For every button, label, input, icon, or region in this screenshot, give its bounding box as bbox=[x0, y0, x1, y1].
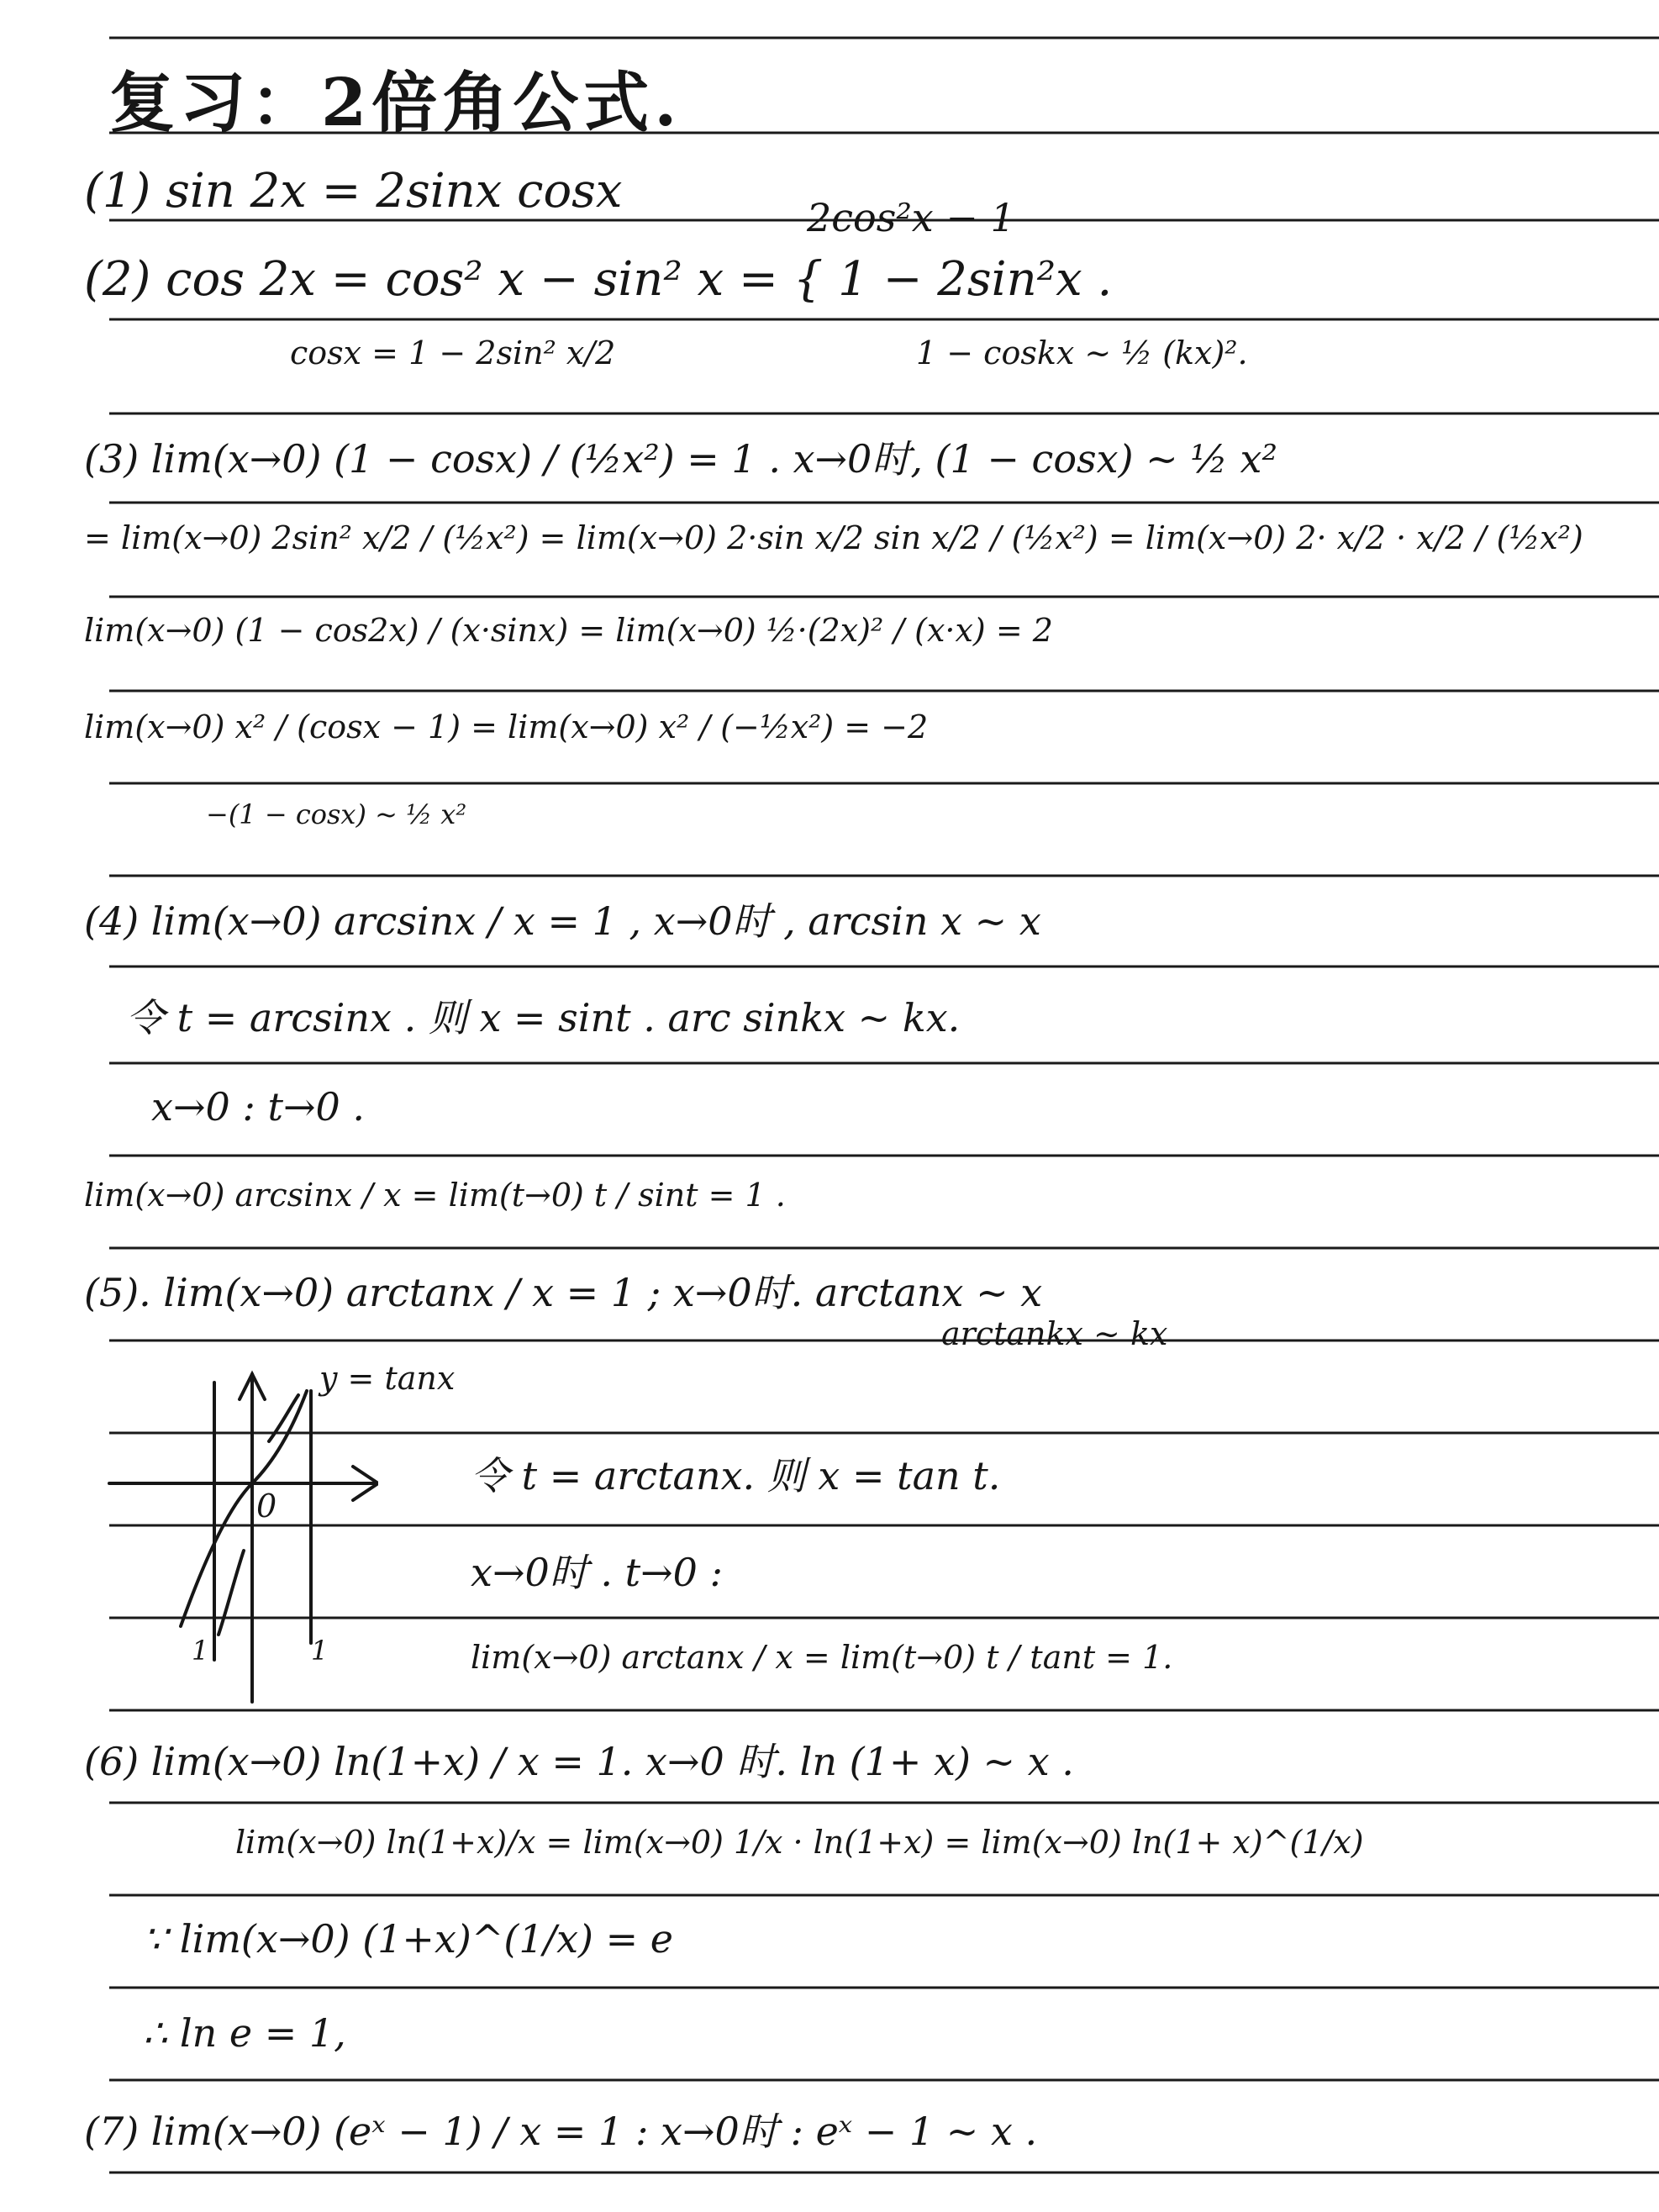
formula-line: 令 t = arctanx. 则 x = tan t. bbox=[471, 1453, 1001, 1498]
formula-line: 令 t = arcsinx . 则 x = sint . arc sinkx ~ kx. bbox=[126, 995, 961, 1040]
formula-line: x→0时 . t→0 : bbox=[471, 1550, 724, 1595]
graph-label-y: y = tanx bbox=[319, 1360, 456, 1397]
formula-line: (7) lim(x→0) (eˣ − 1) / x = 1 : x→0时 : eˣ − 1 ~ x . bbox=[84, 2109, 1038, 2154]
formula-line: (1) sin 2x = 2sinx cosx bbox=[84, 164, 623, 219]
formula-line: lim(x→0) ln(1+x)/x = lim(x→0) 1/x · ln(1+x) = lim(x→0) ln(1+ x)^(1/x) bbox=[235, 1824, 1364, 1861]
formula-line: cosx = 1 − 2sin² x/2 bbox=[290, 334, 616, 371]
formula-line: lim(x→0) arcsinx / x = lim(t→0) t / sint = 1 . bbox=[84, 1177, 786, 1214]
formula-line: 1 − coskx ~ ½ (kx)². bbox=[916, 334, 1248, 371]
page-title: 复习：2倍角公式. bbox=[109, 65, 682, 141]
formula-line: lim(x→0) arctanx / x = lim(t→0) t / tant = 1. bbox=[471, 1639, 1173, 1676]
formula-line: (2) cos 2x = cos² x − sin² x = { 1 − 2sin²x . bbox=[84, 252, 1113, 307]
graph-mark-right: 1 bbox=[311, 1635, 329, 1667]
formula-line: = lim(x→0) 2sin² x/2 / (½x²) = lim(x→0) 2·sin x/2 sin x/2 / (½x²) = lim(x→0) 2· x/2 · x/2 / (½x²) bbox=[84, 519, 1583, 556]
formula-line: arctankx ~ kx bbox=[941, 1315, 1168, 1352]
formula-line: (4) lim(x→0) arcsinx / x = 1 , x→0时 , arcsin x ~ x bbox=[84, 898, 1041, 944]
formula-line: x→0 : t→0 . bbox=[151, 1084, 366, 1130]
formula-line: lim(x→0) (1 − cos2x) / (x·sinx) = lim(x→0) ½·(2x)² / (x·x) = 2 bbox=[84, 612, 1053, 649]
graph-mark-left: 1 bbox=[192, 1635, 209, 1667]
formula-line: lim(x→0) x² / (cosx − 1) = lim(x→0) x² / (−½x²) = −2 bbox=[84, 708, 929, 745]
formula-line: ∴ ln e = 1, bbox=[143, 2010, 346, 2056]
formula-line: 2cos²x − 1 bbox=[807, 195, 1015, 240]
graph-label-origin: 0 bbox=[256, 1488, 277, 1525]
formula-line: ∵ lim(x→0) (1+x)^(1/x) = e bbox=[143, 1916, 673, 1962]
formula-line: (6) lim(x→0) ln(1+x) / x = 1. x→0 时. ln (1+ x) ~ x . bbox=[84, 1739, 1074, 1784]
tan-graph-sketch bbox=[101, 1357, 378, 1719]
formula-line: (3) lim(x→0) (1 − cosx) / (½x²) = 1 . x→0时, (1 − cosx) ~ ½ x² bbox=[84, 436, 1277, 482]
formula-line: −(1 − cosx) ~ ½ x² bbox=[206, 798, 467, 830]
formula-line: (5). lim(x→0) arctanx / x = 1 ; x→0时. arctanx ~ x bbox=[84, 1270, 1043, 1315]
